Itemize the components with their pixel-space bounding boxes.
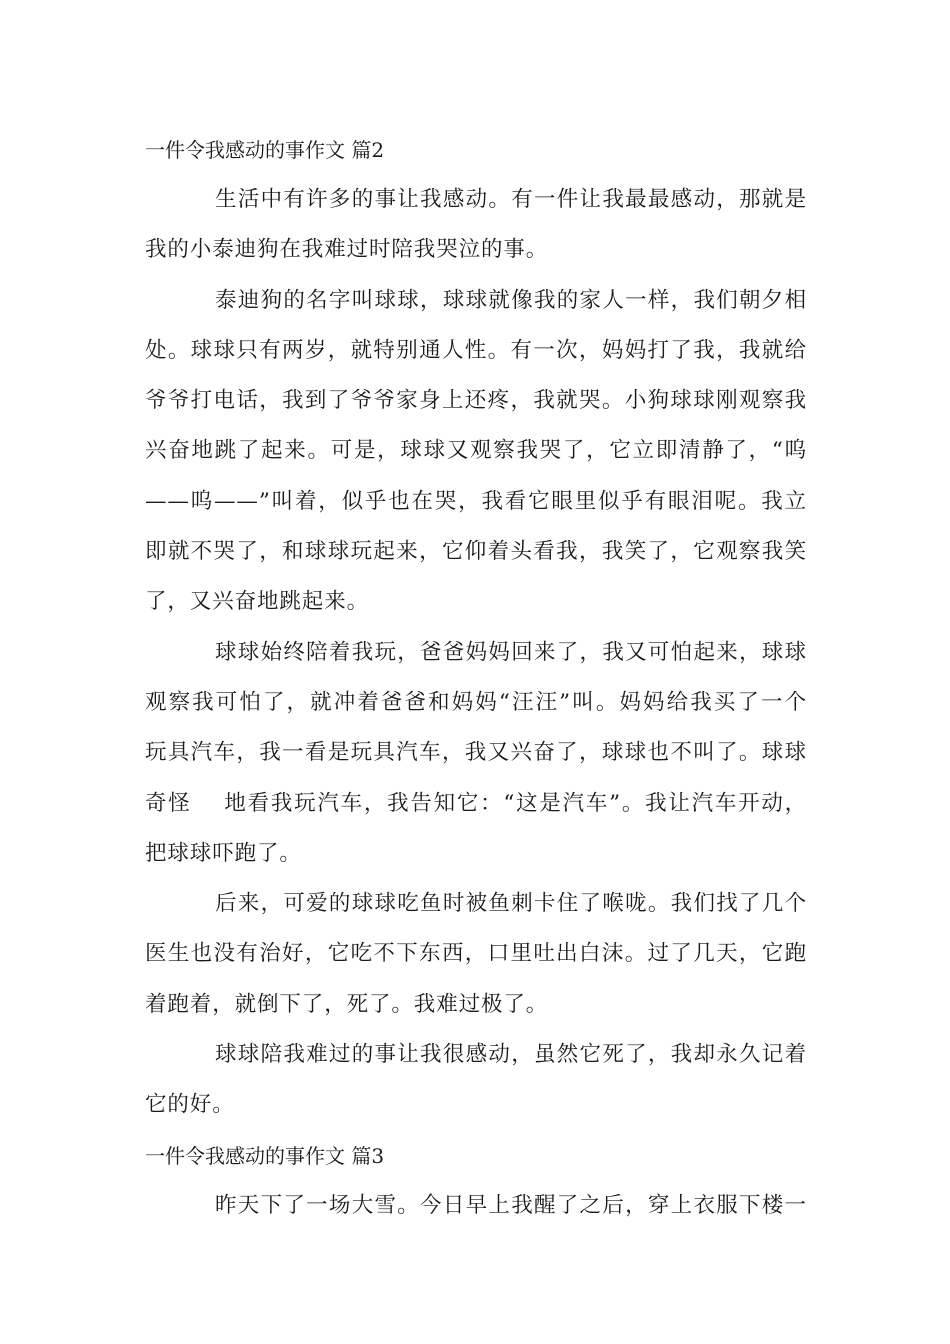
- section-heading: 一件令我感动的事作文 篇2: [145, 138, 385, 162]
- text-line: 处。球球只有两岁，就特别通人性。有一次，妈妈打了我，我就给: [145, 337, 807, 363]
- text-line: 着跑着，就倒下了，死了。我难过极了。: [145, 991, 549, 1017]
- document-page: [145, 125, 807, 1231]
- section-heading: 一件令我感动的事作文 篇3: [145, 1143, 385, 1168]
- text-line: 玩具汽车，我一看是玩具汽车，我又兴奋了，球球也不叫了。球球: [145, 740, 807, 766]
- text-line: 把球球吓跑了。: [145, 840, 302, 866]
- paragraph: [145, 628, 807, 879]
- text-line: 即就不哭了，和球球玩起来，它仰着头看我，我笑了，它观察我笑: [145, 539, 807, 565]
- paragraph: [145, 175, 807, 276]
- text-line: 我的小泰迪狗在我难过时陪我哭泣的事。: [145, 237, 549, 263]
- paragraph: [145, 276, 807, 628]
- paragraph: [145, 879, 807, 1030]
- paragraph: [145, 1181, 807, 1231]
- text-line: 观察我可怕了，就冲着爸爸和妈妈“汪汪”叫。妈妈给我买了一个: [145, 689, 807, 715]
- text-line: ——呜——”叫着，似乎也在哭，我看它眼里似乎有眼泪呢。我立: [145, 488, 807, 514]
- text-line: 医生也没有治好，它吃不下东西，口里吐出白沫。过了几天，它跑: [145, 941, 807, 967]
- text-line-split: [145, 779, 807, 829]
- text-line: 爷爷打电话，我到了爷爷家身上还疼，我就哭。小狗球球刚观察我: [145, 388, 807, 414]
- section-3: [145, 1131, 807, 1231]
- text-line: 了，又兴奋地跳起来。: [145, 589, 370, 615]
- text-line: 它的好。: [145, 1092, 235, 1118]
- text-line: 球球陪我难过的事让我很感动，虽然它死了，我却永久记着: [215, 1042, 807, 1068]
- paragraph: [145, 1030, 807, 1131]
- text-line: 生活中有许多的事让我感动。有一件让我最最感动，那就是: [215, 187, 807, 212]
- text-line: 兴奋地跳了起来。可是，球球又观察我哭了，它立即清静了，“呜: [145, 438, 807, 464]
- text-fragment: 奇怪: [145, 790, 192, 816]
- text-line: 泰迪狗的名字叫球球，球球就像我的家人一样，我们朝夕相: [215, 287, 807, 313]
- section-2: [145, 125, 807, 1131]
- text-fragment: 地看我玩汽车，我告知它：“这是汽车”。我让汽车开动，: [223, 790, 807, 816]
- text-line: 球球始终陪着我玩，爸爸妈妈回来了，我又可怕起来，球球: [215, 639, 807, 665]
- text-line: 后来，可爱的球球吃鱼时被鱼刺卡住了喉咙。我们找了几个: [215, 891, 807, 917]
- text-line: 昨天下了一场大雪。今日早上我醒了之后，穿上衣服下楼一: [215, 1192, 807, 1218]
